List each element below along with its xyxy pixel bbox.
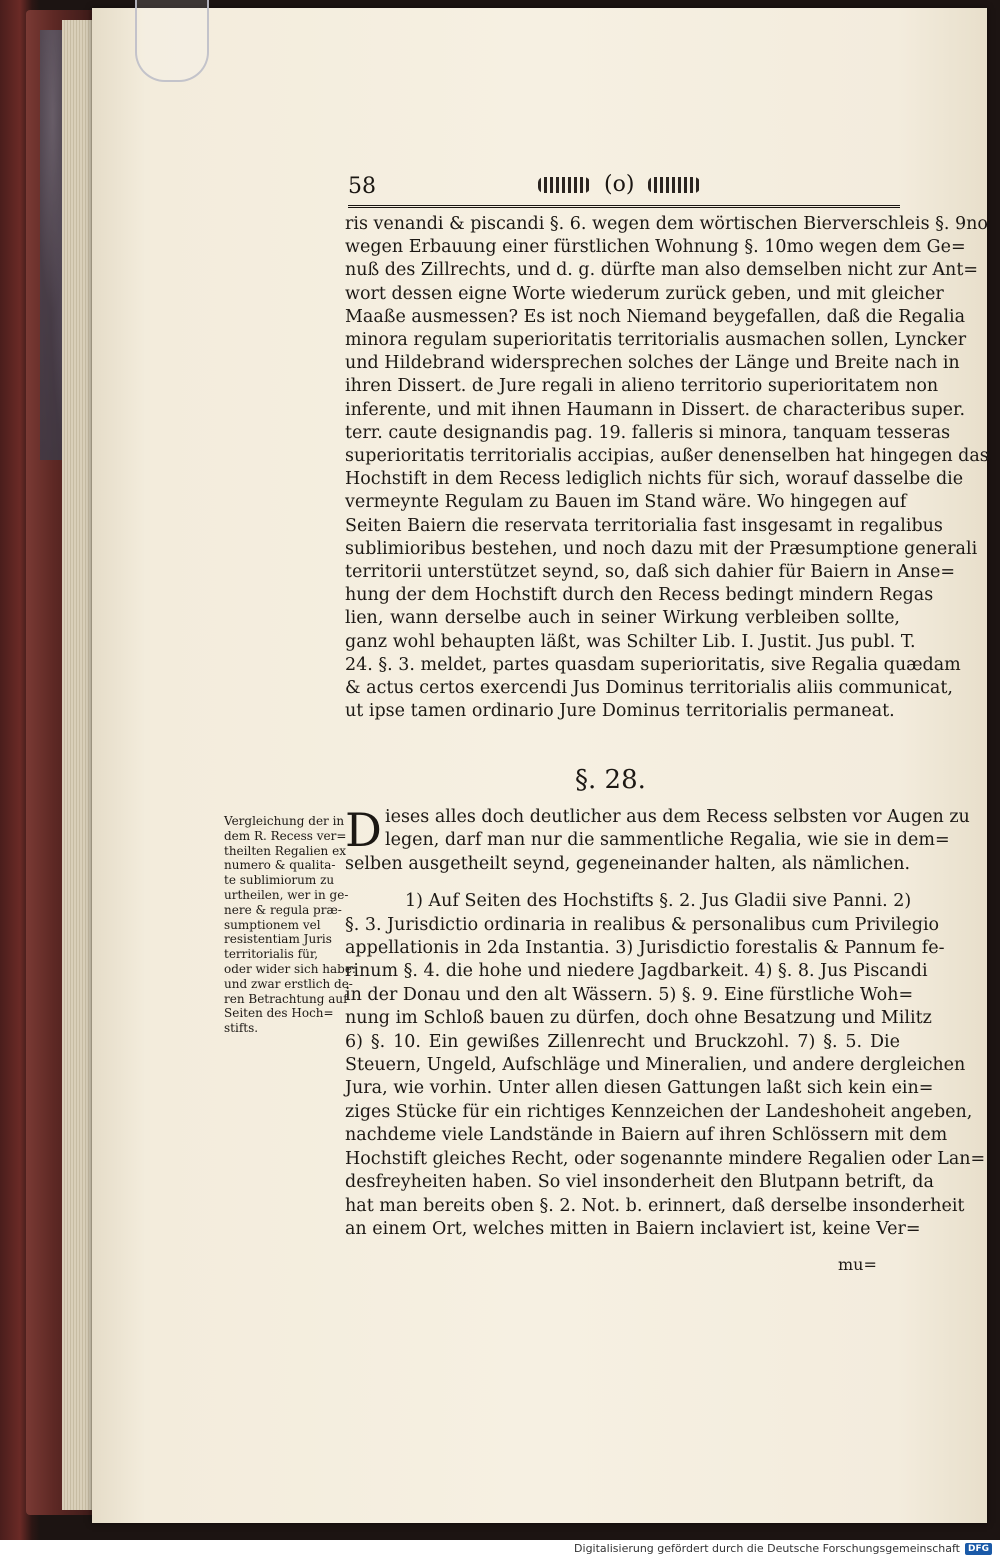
text-line: nachdeme viele Landstände in Baiern auf ihren Schlössern mit dem — [345, 1125, 948, 1146]
text-line: wort dessen eigne Worte wiederum zurück geben, und mit gleicher — [345, 283, 944, 304]
margin-note-line: resistentiam Juris — [224, 932, 332, 947]
text-line: territorii unterstützet seynd, so, daß sich dahier für Baiern in Anse= — [345, 562, 956, 583]
footer-credit — [574, 1540, 992, 1557]
margin-note-line: theilten Regalien ex — [224, 843, 346, 858]
header-rule — [348, 205, 900, 208]
text-line: ganz wohl behaupten läßt, was Schilter Lib. I. Justit. Jus publ. T. — [345, 631, 916, 652]
text-line: ut ipse tamen ordinario Jure Dominus territorialis permaneat. — [345, 701, 895, 722]
text-line: ihren Dissert. de Jure regali in alieno territorio superioritatem non — [345, 376, 939, 397]
text-line: 24. §. 3. meldet, partes quasdam superioritatis, sive Regalia quædam — [345, 654, 961, 675]
text-line: superioritatis territorialis accipias, außer denenselben hat hingegen das — [345, 446, 989, 467]
text-line: ieses alles doch deutlicher aus dem Recess selbsten vor Augen zu — [385, 807, 970, 827]
margin-note-line: stifts. — [224, 1021, 259, 1036]
paragraph-gap — [345, 876, 900, 890]
text-line: 1) Auf Seiten des Hochstifts §. 2. Jus Gladii sive Panni. 2) — [405, 891, 912, 912]
paragraph-2 — [345, 803, 986, 1241]
margin-note-line: urtheilen, wer in ge- — [224, 887, 349, 902]
section-heading: §. 28. — [575, 765, 646, 795]
credit-text: Digitalisierung gefördert durch die Deutsche Forschungsgemeinschaft — [574, 1542, 960, 1555]
left-ornament-icon — [538, 177, 590, 193]
text-line: Hochstift in dem Recess lediglich nichts für sich, worauf dasselbe die — [345, 469, 964, 490]
text-line: nuß des Zillrechts, und d. g. dürfte man also demselben nicht zur Ant= — [345, 260, 979, 281]
text-line: Steuern, Ungeld, Aufschläge und Mineralien, und andere dergleichen — [345, 1055, 966, 1076]
text-line: in der Donau und den alt Wässern. 5) §. 9. Eine fürstliche Woh= — [345, 984, 914, 1005]
paragraph-1 — [345, 213, 989, 723]
margin-note-line: oder wider sich habe: — [224, 961, 356, 976]
text-line: Hochstift gleiches Recht, oder sogenannte mindere Regalien oder Lan= — [345, 1148, 986, 1169]
text-line: inferente, und mit ihnen Haumann in Dissert. de characteribus super. — [345, 399, 966, 420]
page-clip — [135, 0, 209, 82]
text-line: wegen Erbauung einer fürstlichen Wohnung §. 10mo wegen dem Ge= — [345, 237, 966, 258]
margin-note-line: Seiten des Hoch= — [224, 1006, 334, 1021]
text-line: appellationis in 2da Instantia. 3) Jurisdictio forestalis & Pannum fe- — [345, 938, 945, 959]
text-line: 6) §. 10. Ein gewißes Zillenrecht und Bruckzohl. 7) §. 5. Die — [345, 1031, 900, 1052]
text-line: ziges Stücke für ein richtiges Kennzeichen der Landeshoheit angeben, — [345, 1101, 973, 1122]
text-line: an einem Ort, welches mitten in Baiern inclaviert ist, keine Ver= — [345, 1218, 921, 1239]
margin-note-line: und zwar erstlich de- — [224, 976, 353, 991]
drop-cap: D — [345, 803, 382, 857]
text-line: legen, darf man nur die sammentliche Regalia, wie sie in dem= — [385, 830, 950, 851]
text-line: hat man bereits oben §. 2. Not. b. erinnert, daß derselbe insonderheit — [345, 1195, 965, 1216]
margin-note-line: nere & regula præ- — [224, 902, 342, 917]
page-number: 58 — [348, 174, 376, 199]
text-line: & actus certos exercendi Jus Dominus territorialis aliis communicat, — [345, 678, 953, 699]
header-center: (o) — [604, 172, 635, 197]
text-line: desfreyheiten haben. So viel insonderheit den Blutpann betrift, da — [345, 1172, 934, 1193]
text-line: rinum §. 4. die hohe und niedere Jagdbarkeit. 4) §. 8. Jus Piscandi — [345, 961, 928, 982]
margin-note-line: ren Betrachtung auf — [224, 991, 348, 1006]
text-line: vermeynte Regulam zu Bauen im Stand wäre. Wo hingegen auf — [345, 492, 907, 513]
text-line: und Hildebrand widersprechen solches der Länge und Breite nach in — [345, 353, 960, 374]
margin-note-line: territorialis für, — [224, 947, 319, 962]
text-line: terr. caute designandis pag. 19. falleris si minora, tanquam tesseras — [345, 422, 951, 443]
margin-note-line: Vergleichung der in — [224, 814, 345, 828]
margin-note-line: te sublimiorum zu — [224, 873, 335, 888]
text-line: Jura, wie vorhin. Unter allen diesen Gattungen laßt sich kein ein= — [345, 1078, 934, 1099]
dfg-logo-icon: DFG — [965, 1543, 992, 1555]
text-line: Seiten Baiern die reservata territorialia fast insgesamt in regalibus — [345, 515, 943, 536]
text-line: selben ausgetheilt seynd, gegeneinander halten, als nämlichen. — [345, 853, 911, 874]
text-line: hung der dem Hochstift durch den Recess bedingt mindern Regas — [345, 585, 934, 606]
margin-note-line: sumptionem vel — [224, 917, 321, 932]
text-line: lien, wann derselbe auch in seiner Wirkung verbleiben sollte, — [345, 608, 900, 629]
text-line: ris venandi & piscandi §. 6. wegen dem wörtischen Bierverschleis §. 9no — [345, 214, 988, 234]
header-ornament-group — [538, 172, 700, 197]
margin-note-line: numero & qualita- — [224, 858, 336, 873]
text-line: Maaße ausmessen? Es ist noch Niemand beygefallen, daß die Regalia — [345, 306, 966, 327]
text-line: §. 3. Jurisdictio ordinaria in realibus & personalibus cum Privilegio — [345, 914, 940, 935]
text-line: minora regulam superioritatis territorialis ausmachen sollen, Lyncker — [345, 330, 967, 351]
margin-note-line: dem R. Recess ver= — [224, 828, 347, 843]
right-ornament-icon — [648, 177, 700, 193]
text-line: nung im Schloß bauen zu dürfen, doch ohne Besatzung und Militz — [345, 1008, 932, 1029]
catchword: mu= — [838, 1255, 877, 1274]
text-line: sublimioribus bestehen, und noch dazu mit der Præsumptione generali — [345, 538, 978, 559]
margin-note — [224, 814, 356, 1036]
